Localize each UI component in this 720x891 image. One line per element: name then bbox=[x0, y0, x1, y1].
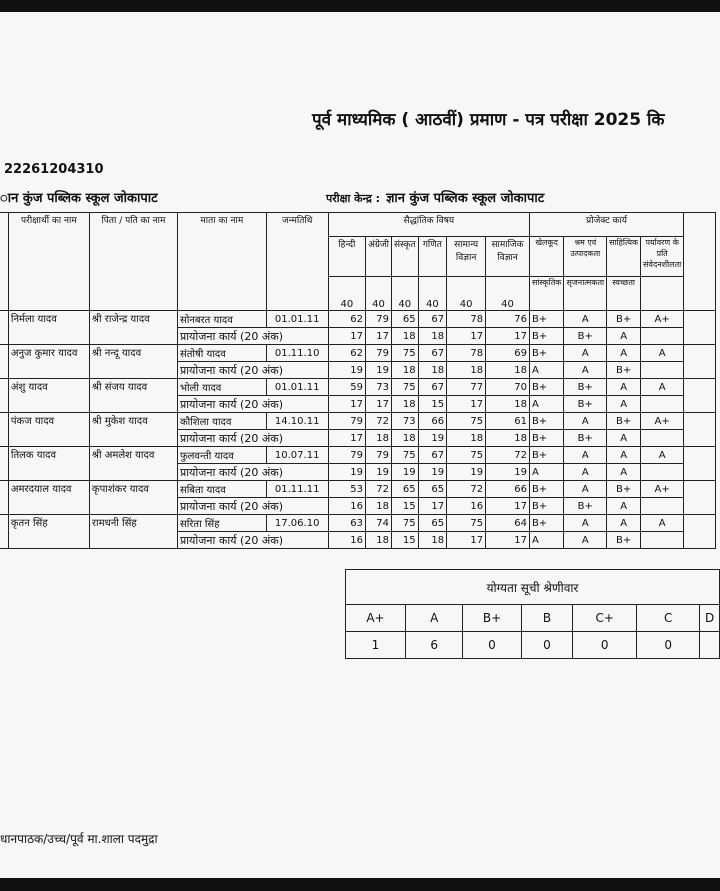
project-grade: B+ bbox=[529, 328, 564, 345]
project-grade: B+ bbox=[564, 328, 607, 345]
date-of-birth: 01.01.11 bbox=[266, 379, 328, 396]
edge-column-header bbox=[684, 213, 716, 311]
project-grade: B+ bbox=[529, 498, 564, 515]
mother-name: सोनबरत यादव bbox=[177, 311, 266, 328]
date-of-birth: 10.07.11 bbox=[266, 447, 328, 464]
theory-mark: 73 bbox=[391, 413, 418, 430]
index-cell bbox=[0, 311, 8, 345]
project-grade: B+ bbox=[529, 515, 564, 532]
theory-group-header: सैद्धांतिक विषय bbox=[328, 213, 529, 237]
project-grade: A bbox=[641, 515, 684, 532]
project-mark: 18 bbox=[486, 396, 530, 413]
theory-mark: 79 bbox=[328, 447, 365, 464]
project-grade: A bbox=[641, 379, 684, 396]
grade-summary bbox=[345, 569, 720, 659]
project-mark: 17 bbox=[486, 498, 530, 515]
theory-mark: 79 bbox=[365, 447, 391, 464]
theory-mark: 65 bbox=[391, 481, 418, 498]
theory-mark: 78 bbox=[447, 311, 486, 328]
project-grade: A bbox=[529, 396, 564, 413]
project-grade: B+ bbox=[607, 362, 641, 379]
project-grade: A+ bbox=[641, 311, 684, 328]
date-of-birth: 01.01.11 bbox=[266, 311, 328, 328]
theory-mark: 75 bbox=[391, 447, 418, 464]
theory-mark: 69 bbox=[486, 345, 530, 362]
project-activity-header: सृजनात्मकता bbox=[564, 277, 607, 311]
theory-mark: 61 bbox=[486, 413, 530, 430]
mother-name: सरिता सिंह bbox=[177, 515, 266, 532]
theory-mark: 67 bbox=[418, 311, 447, 328]
project-grade: B+ bbox=[529, 311, 564, 328]
mother-name: सबिता यादव bbox=[177, 481, 266, 498]
subject-header: गणित bbox=[418, 237, 447, 277]
project-grade: A bbox=[607, 396, 641, 413]
project-mark: 17 bbox=[447, 328, 486, 345]
project-mark: 18 bbox=[365, 532, 391, 549]
theory-mark: 62 bbox=[328, 311, 365, 328]
max-marks-cell: 40 bbox=[447, 277, 486, 311]
project-mark: 19 bbox=[418, 430, 447, 447]
project-mark: 19 bbox=[447, 464, 486, 481]
project-grade: A bbox=[564, 515, 607, 532]
blank-grade-cell bbox=[641, 464, 684, 481]
project-grade: A bbox=[564, 345, 607, 362]
project-grade: A bbox=[564, 464, 607, 481]
student-name: तिलक यादव bbox=[8, 447, 89, 481]
index-cell bbox=[0, 481, 8, 515]
signature-seal-label: धानपाठक/उच्च/पूर्व मा.शाला पदमुद्रा bbox=[0, 832, 158, 846]
project-activity-header: पर्यावरण के प्रति संवेदनशीलता bbox=[641, 237, 684, 277]
project-grade: B+ bbox=[529, 447, 564, 464]
subject-header: सामाजिक विज्ञान bbox=[486, 237, 530, 277]
index-cell bbox=[0, 515, 8, 549]
student-name: कृतन सिंह bbox=[8, 515, 89, 549]
theory-mark: 72 bbox=[486, 447, 530, 464]
father-name: श्री राजेन्द्र यादव bbox=[89, 311, 177, 345]
project-grade: B+ bbox=[564, 379, 607, 396]
project-grade: A bbox=[564, 413, 607, 430]
project-mark: 17 bbox=[328, 430, 365, 447]
grade-count: 0 bbox=[463, 632, 521, 659]
project-grade: A bbox=[529, 464, 564, 481]
project-mark: 18 bbox=[391, 396, 418, 413]
theory-mark: 75 bbox=[447, 515, 486, 532]
blank-grade-cell bbox=[641, 532, 684, 549]
date-of-birth: 01.11.11 bbox=[266, 481, 328, 498]
grade-count: 0 bbox=[521, 632, 573, 659]
school-name: ान कुंज पब्लिक स्कूल जोकापाट bbox=[0, 191, 158, 206]
grade-count: 0 bbox=[573, 632, 637, 659]
project-grade: A bbox=[641, 345, 684, 362]
theory-mark: 75 bbox=[391, 345, 418, 362]
page-title: पूर्व माध्यमिक ( आठवीं) प्रमाण - पत्र परीक्षा 2025 कि bbox=[312, 110, 665, 130]
project-activity-header: स्वच्छता bbox=[607, 277, 641, 311]
edge-cell bbox=[684, 515, 716, 549]
project-grade: A bbox=[607, 328, 641, 345]
theory-mark: 74 bbox=[365, 515, 391, 532]
max-marks-cell: 40 bbox=[418, 277, 447, 311]
mother-name: कौशिला यादव bbox=[177, 413, 266, 430]
theory-mark: 53 bbox=[328, 481, 365, 498]
table-row bbox=[0, 345, 716, 362]
grade-label: C+ bbox=[573, 605, 637, 632]
project-work-label: प्रायोजना कार्य (20 अंक) bbox=[177, 328, 328, 345]
max-marks-cell: 40 bbox=[486, 277, 530, 311]
theory-mark: 65 bbox=[418, 481, 447, 498]
theory-mark: 66 bbox=[486, 481, 530, 498]
theory-mark: 79 bbox=[365, 345, 391, 362]
theory-mark: 75 bbox=[391, 379, 418, 396]
project-mark: 17 bbox=[447, 532, 486, 549]
project-mark: 19 bbox=[365, 464, 391, 481]
project-grade: B+ bbox=[607, 532, 641, 549]
centre-name: ज्ञान कुंज पब्लिक स्कूल जोकापाट bbox=[386, 191, 545, 206]
project-mark: 16 bbox=[328, 498, 365, 515]
max-marks-cell: 40 bbox=[391, 277, 418, 311]
blank-grade-cell bbox=[641, 362, 684, 379]
project-mark: 17 bbox=[486, 532, 530, 549]
theory-mark: 72 bbox=[365, 413, 391, 430]
theory-mark: 77 bbox=[447, 379, 486, 396]
project-mark: 18 bbox=[447, 362, 486, 379]
project-mark: 18 bbox=[418, 532, 447, 549]
index-header bbox=[0, 213, 8, 311]
project-mark: 18 bbox=[365, 430, 391, 447]
student-name: अंशु यादव bbox=[8, 379, 89, 413]
project-grade: A bbox=[607, 430, 641, 447]
project-work-label: प्रायोजना कार्य (20 अंक) bbox=[177, 362, 328, 379]
student-name-header: परीक्षार्थी का नाम bbox=[8, 213, 89, 311]
project-mark: 19 bbox=[328, 464, 365, 481]
max-marks-cell: 40 bbox=[328, 277, 365, 311]
project-grade: A bbox=[564, 311, 607, 328]
school-code: 22261204310 bbox=[4, 162, 104, 177]
edge-cell bbox=[684, 345, 716, 379]
project-mark: 18 bbox=[486, 430, 530, 447]
project-grade: A bbox=[607, 379, 641, 396]
project-activity-header: साहित्यिक bbox=[607, 237, 641, 277]
project-activity-header: श्रम एवं उत्पादकता bbox=[564, 237, 607, 277]
project-grade: A bbox=[564, 362, 607, 379]
project-mark: 15 bbox=[391, 532, 418, 549]
theory-mark: 67 bbox=[418, 447, 447, 464]
index-cell bbox=[0, 447, 8, 481]
blank-grade-cell bbox=[641, 328, 684, 345]
grade-label: A+ bbox=[346, 605, 406, 632]
index-cell bbox=[0, 345, 8, 379]
theory-mark: 64 bbox=[486, 515, 530, 532]
project-mark: 17 bbox=[418, 498, 447, 515]
project-mark: 17 bbox=[365, 396, 391, 413]
theory-mark: 73 bbox=[365, 379, 391, 396]
mother-name: फुलवन्ती यादव bbox=[177, 447, 266, 464]
project-grade: A bbox=[564, 447, 607, 464]
blank-grade-cell bbox=[641, 396, 684, 413]
index-cell bbox=[0, 413, 8, 447]
project-group-header: प्रोजेक्ट कार्य bbox=[529, 213, 683, 237]
project-work-label: प्रायोजना कार्य (20 अंक) bbox=[177, 532, 328, 549]
project-mark: 19 bbox=[486, 464, 530, 481]
grade-label: D bbox=[700, 605, 720, 632]
project-work-label: प्रायोजना कार्य (20 अंक) bbox=[177, 430, 328, 447]
theory-mark: 70 bbox=[486, 379, 530, 396]
project-work-label: प्रायोजना कार्य (20 अंक) bbox=[177, 498, 328, 515]
student-name: पंकज यादव bbox=[8, 413, 89, 447]
project-grade: A+ bbox=[641, 413, 684, 430]
father-name: श्री नन्दू यादव bbox=[89, 345, 177, 379]
subject-header: अंग्रेजी bbox=[365, 237, 391, 277]
project-work-label: प्रायोजना कार्य (20 अंक) bbox=[177, 464, 328, 481]
project-mark: 15 bbox=[391, 498, 418, 515]
project-grade: B+ bbox=[529, 481, 564, 498]
grade-count: 6 bbox=[405, 632, 463, 659]
father-name: श्री संजय यादव bbox=[89, 379, 177, 413]
project-grade: B+ bbox=[607, 413, 641, 430]
project-mark: 18 bbox=[486, 362, 530, 379]
max-marks-cell: 40 bbox=[365, 277, 391, 311]
theory-mark: 79 bbox=[328, 413, 365, 430]
centre-label: परीक्षा केन्द्र : bbox=[326, 192, 381, 205]
project-mark: 18 bbox=[391, 328, 418, 345]
edge-cell bbox=[684, 447, 716, 481]
edge-cell bbox=[684, 413, 716, 447]
date-of-birth: 01.11.10 bbox=[266, 345, 328, 362]
father-name: श्री मुकेश यादव bbox=[89, 413, 177, 447]
project-grade: B+ bbox=[529, 345, 564, 362]
grade-label: B+ bbox=[463, 605, 521, 632]
theory-mark: 75 bbox=[391, 515, 418, 532]
grade-count: 1 bbox=[346, 632, 406, 659]
grade-count: 0 bbox=[637, 632, 700, 659]
table-row bbox=[0, 311, 716, 328]
project-mark: 19 bbox=[418, 464, 447, 481]
blank-header-cell bbox=[641, 277, 684, 311]
theory-mark: 62 bbox=[328, 345, 365, 362]
result-sheet bbox=[0, 12, 720, 878]
summary-title: योग्यता सूची श्रेणीवार bbox=[346, 570, 720, 605]
project-grade: A bbox=[607, 447, 641, 464]
date-of-birth: 17.06.10 bbox=[266, 515, 328, 532]
project-grade: A bbox=[641, 447, 684, 464]
project-grade: A bbox=[607, 515, 641, 532]
project-grade: A bbox=[564, 532, 607, 549]
project-grade: A bbox=[564, 481, 607, 498]
project-grade: B+ bbox=[529, 379, 564, 396]
mother-name: संतोषी यादव bbox=[177, 345, 266, 362]
project-grade: A bbox=[607, 464, 641, 481]
blank-grade-cell bbox=[641, 430, 684, 447]
project-mark: 17 bbox=[328, 328, 365, 345]
theory-mark: 78 bbox=[447, 345, 486, 362]
table-row bbox=[0, 413, 716, 430]
edge-cell bbox=[684, 481, 716, 515]
table-row bbox=[0, 379, 716, 396]
father-name: कृपाशंकर यादव bbox=[89, 481, 177, 515]
project-grade: B+ bbox=[564, 396, 607, 413]
theory-mark: 75 bbox=[447, 413, 486, 430]
project-mark: 16 bbox=[328, 532, 365, 549]
project-mark: 18 bbox=[418, 328, 447, 345]
theory-mark: 65 bbox=[391, 311, 418, 328]
project-activity-header: सांस्कृतिक bbox=[529, 277, 564, 311]
project-work-label: प्रायोजना कार्य (20 अंक) bbox=[177, 396, 328, 413]
subject-header: संस्कृत bbox=[391, 237, 418, 277]
theory-mark: 66 bbox=[418, 413, 447, 430]
index-cell bbox=[0, 379, 8, 413]
subject-header: हिन्दी bbox=[328, 237, 365, 277]
project-mark: 17 bbox=[365, 328, 391, 345]
project-mark: 19 bbox=[391, 464, 418, 481]
theory-mark: 63 bbox=[328, 515, 365, 532]
student-name: अनुज कुमार यादव bbox=[8, 345, 89, 379]
mother-name-header: माता का नाम bbox=[177, 213, 266, 311]
father-name-header: पिता / पति का नाम bbox=[89, 213, 177, 311]
theory-mark: 72 bbox=[365, 481, 391, 498]
exam-centre bbox=[326, 188, 544, 206]
project-grade: B+ bbox=[607, 481, 641, 498]
project-grade: B+ bbox=[564, 430, 607, 447]
father-name: रामधनी सिंह bbox=[89, 515, 177, 549]
project-mark: 18 bbox=[365, 498, 391, 515]
project-mark: 19 bbox=[365, 362, 391, 379]
theory-mark: 67 bbox=[418, 379, 447, 396]
edge-cell bbox=[684, 311, 716, 345]
project-mark: 16 bbox=[447, 498, 486, 515]
grade-label: C bbox=[637, 605, 700, 632]
grade-count bbox=[700, 632, 720, 659]
project-grade: B+ bbox=[564, 498, 607, 515]
edge-cell bbox=[684, 379, 716, 413]
table-row bbox=[0, 447, 716, 464]
theory-mark: 79 bbox=[365, 311, 391, 328]
project-mark: 19 bbox=[328, 362, 365, 379]
marks-table bbox=[0, 212, 716, 549]
project-grade: B+ bbox=[529, 430, 564, 447]
project-grade: A bbox=[607, 498, 641, 515]
table-row bbox=[0, 481, 716, 498]
project-grade: A+ bbox=[641, 481, 684, 498]
grade-label: B bbox=[521, 605, 573, 632]
theory-mark: 75 bbox=[447, 447, 486, 464]
project-grade: B+ bbox=[607, 311, 641, 328]
student-name: अमरदयाल यादव bbox=[8, 481, 89, 515]
project-grade: B+ bbox=[529, 413, 564, 430]
theory-mark: 59 bbox=[328, 379, 365, 396]
project-mark: 15 bbox=[418, 396, 447, 413]
date-of-birth: 14.10.11 bbox=[266, 413, 328, 430]
project-mark: 17 bbox=[486, 328, 530, 345]
project-grade: A bbox=[529, 362, 564, 379]
blank-grade-cell bbox=[641, 498, 684, 515]
project-activity-header: खेलकूद bbox=[529, 237, 564, 277]
theory-mark: 67 bbox=[418, 345, 447, 362]
project-grade: A bbox=[529, 532, 564, 549]
subject-header: सामान्य विज्ञान bbox=[447, 237, 486, 277]
project-grade: A bbox=[607, 345, 641, 362]
project-mark: 17 bbox=[328, 396, 365, 413]
grade-label: A bbox=[405, 605, 463, 632]
project-mark: 17 bbox=[447, 396, 486, 413]
dob-header: जन्मतिथि bbox=[266, 213, 328, 311]
father-name: श्री अमलेश यादव bbox=[89, 447, 177, 481]
theory-mark: 72 bbox=[447, 481, 486, 498]
project-mark: 18 bbox=[418, 362, 447, 379]
project-mark: 18 bbox=[447, 430, 486, 447]
theory-mark: 76 bbox=[486, 311, 530, 328]
table-row bbox=[0, 515, 716, 532]
student-name: निर्मला यादव bbox=[8, 311, 89, 345]
project-mark: 18 bbox=[391, 430, 418, 447]
theory-mark: 65 bbox=[418, 515, 447, 532]
mother-name: भोली यादव bbox=[177, 379, 266, 396]
project-mark: 18 bbox=[391, 362, 418, 379]
